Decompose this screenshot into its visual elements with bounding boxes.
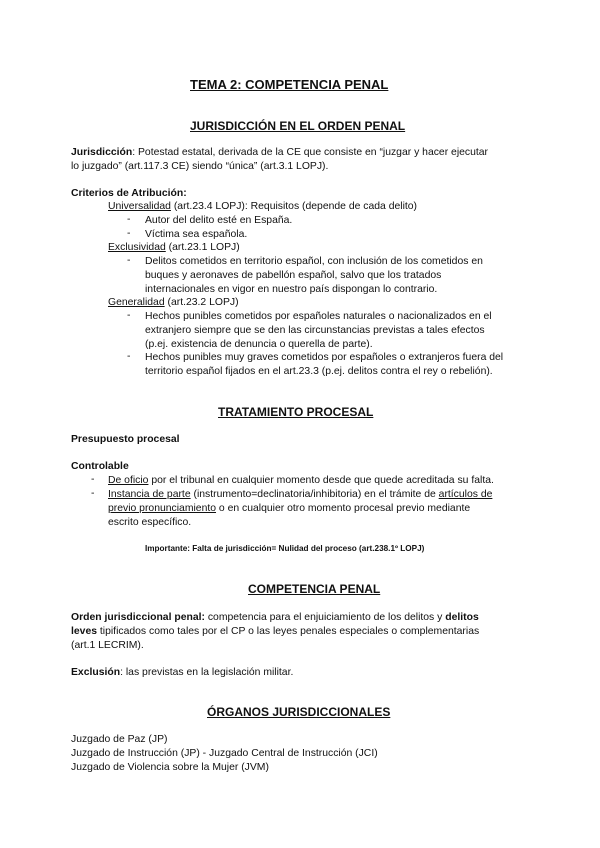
exclusividad-text: (art.23.1 LOPJ) bbox=[165, 242, 240, 253]
instancia-parte-text: (instrumento=declinatoria/inhibitoria) en el trámite de bbox=[190, 489, 439, 500]
bullet-dash: - bbox=[127, 310, 131, 321]
exclusividad-label: Exclusividad bbox=[108, 242, 166, 253]
previo-text: o en cualquier otro momento procesal previo mediante bbox=[216, 503, 471, 514]
jurisdiccion-label: Jurisdicción bbox=[71, 147, 133, 158]
list-item: Autor del delito esté en España. bbox=[145, 215, 293, 226]
list-item: Hechos punibles cometidos por españoles naturales o nacionalizados en el bbox=[145, 311, 492, 322]
leves-bold: leves bbox=[71, 626, 98, 637]
orden-text-2: tipificados como tales por el CP o las leyes penales especiales o complementarias bbox=[97, 626, 480, 637]
bullet-dash: - bbox=[127, 228, 131, 239]
organo-item: Juzgado de Violencia sobre la Mujer (JVM) bbox=[71, 762, 269, 773]
previo-pronunciamiento-label: previo pronunciamiento bbox=[108, 503, 217, 514]
organo-item: Juzgado de Paz (JP) bbox=[71, 734, 168, 745]
generalidad-label: Generalidad bbox=[108, 297, 165, 308]
list-item-cont bbox=[108, 502, 470, 515]
list-item-cont: extranjero siempre que se den las circunstancias previstas a tales efectos bbox=[145, 325, 485, 336]
jurisdiccion-text-1: : Potestad estatal, derivada de la CE que consiste en “juzgar y hacer ejecutar bbox=[132, 147, 489, 158]
list-item bbox=[108, 488, 492, 501]
generalidad-text: (art.23.2 LOPJ) bbox=[164, 297, 239, 308]
importante-note: Importante: Falta de jurisdicción= Nulidad del proceso (art.238.1º LOPJ) bbox=[145, 544, 425, 553]
section-heading-jurisdiccion: JURISDICCIÓN EN EL ORDEN PENAL bbox=[190, 119, 406, 133]
orden-paragraph-1 bbox=[71, 611, 479, 624]
exclusion-label: Exclusión bbox=[71, 667, 121, 678]
controlable-heading: Controlable bbox=[71, 461, 129, 472]
section-heading-tratamiento: TRATAMIENTO PROCESAL bbox=[218, 405, 374, 419]
presupuesto-heading: Presupuesto procesal bbox=[71, 434, 180, 445]
orden-text-1: competencia para el enjuiciamiento de los delitos y bbox=[204, 612, 446, 623]
exclusion-paragraph bbox=[71, 666, 293, 679]
delitos-bold: delitos bbox=[445, 612, 479, 623]
universalidad-line bbox=[108, 200, 417, 213]
list-item-cont: territorio español fijados en el art.23.3 (p.ej. delitos contra el rey o rebelión). bbox=[145, 366, 493, 377]
page-title: TEMA 2: COMPETENCIA PENAL bbox=[190, 77, 389, 92]
bullet-dash: - bbox=[91, 474, 95, 485]
criterios-heading: Criterios de Atribución: bbox=[71, 188, 187, 199]
generalidad-line bbox=[108, 296, 239, 309]
list-item-cont: internacionales en vigor en nuestro país dispongan lo contrario. bbox=[145, 284, 438, 295]
exclusividad-line bbox=[108, 241, 240, 254]
list-item bbox=[108, 474, 494, 487]
list-item: Hechos punibles muy graves cometidos por españoles o extranjeros fuera del bbox=[145, 352, 504, 363]
bullet-dash: - bbox=[127, 351, 131, 362]
bullet-dash: - bbox=[127, 214, 131, 225]
jurisdiccion-paragraph bbox=[71, 146, 488, 159]
bullet-dash: - bbox=[127, 255, 131, 266]
exclusion-text: : las previstas en la legislación militar. bbox=[120, 667, 294, 678]
de-oficio-label: De oficio bbox=[108, 475, 149, 486]
list-item: Víctima sea española. bbox=[145, 229, 248, 240]
section-heading-competencia: COMPETENCIA PENAL bbox=[248, 582, 381, 596]
orden-paragraph-3: (art.1 LECRIM). bbox=[71, 640, 144, 651]
orden-paragraph-2 bbox=[71, 625, 479, 638]
de-oficio-text: por el tribunal en cualquier momento desde que quede acreditada su falta. bbox=[148, 475, 494, 486]
bullet-dash: - bbox=[91, 488, 95, 499]
universalidad-text: (art.23.4 LOPJ): Requisitos (depende de cada delito) bbox=[170, 201, 418, 212]
list-item-cont: buques y aeronaves de pabellón español, salvo que los tratados bbox=[145, 270, 442, 281]
list-item-cont: escrito específico. bbox=[108, 517, 192, 528]
articulos-label: artículos de bbox=[438, 489, 493, 500]
organo-item: Juzgado de Instrucción (JP) - Juzgado Central de Instrucción (JCI) bbox=[71, 748, 378, 759]
instancia-parte-label: Instancia de parte bbox=[108, 489, 191, 500]
universalidad-label: Universalidad bbox=[108, 201, 171, 212]
orden-label: Orden jurisdiccional penal: bbox=[71, 612, 205, 623]
jurisdiccion-text-2: lo juzgado” (art.117.3 CE) siendo “única” (art.3.1 LOPJ). bbox=[71, 161, 329, 172]
list-item: Delitos cometidos en territorio español, con inclusión de los cometidos en bbox=[145, 256, 483, 267]
list-item-cont: (p.ej. existencia de denuncia o querella de parte). bbox=[145, 339, 373, 350]
section-heading-organos: ÓRGANOS JURISDICCIONALES bbox=[207, 705, 391, 719]
